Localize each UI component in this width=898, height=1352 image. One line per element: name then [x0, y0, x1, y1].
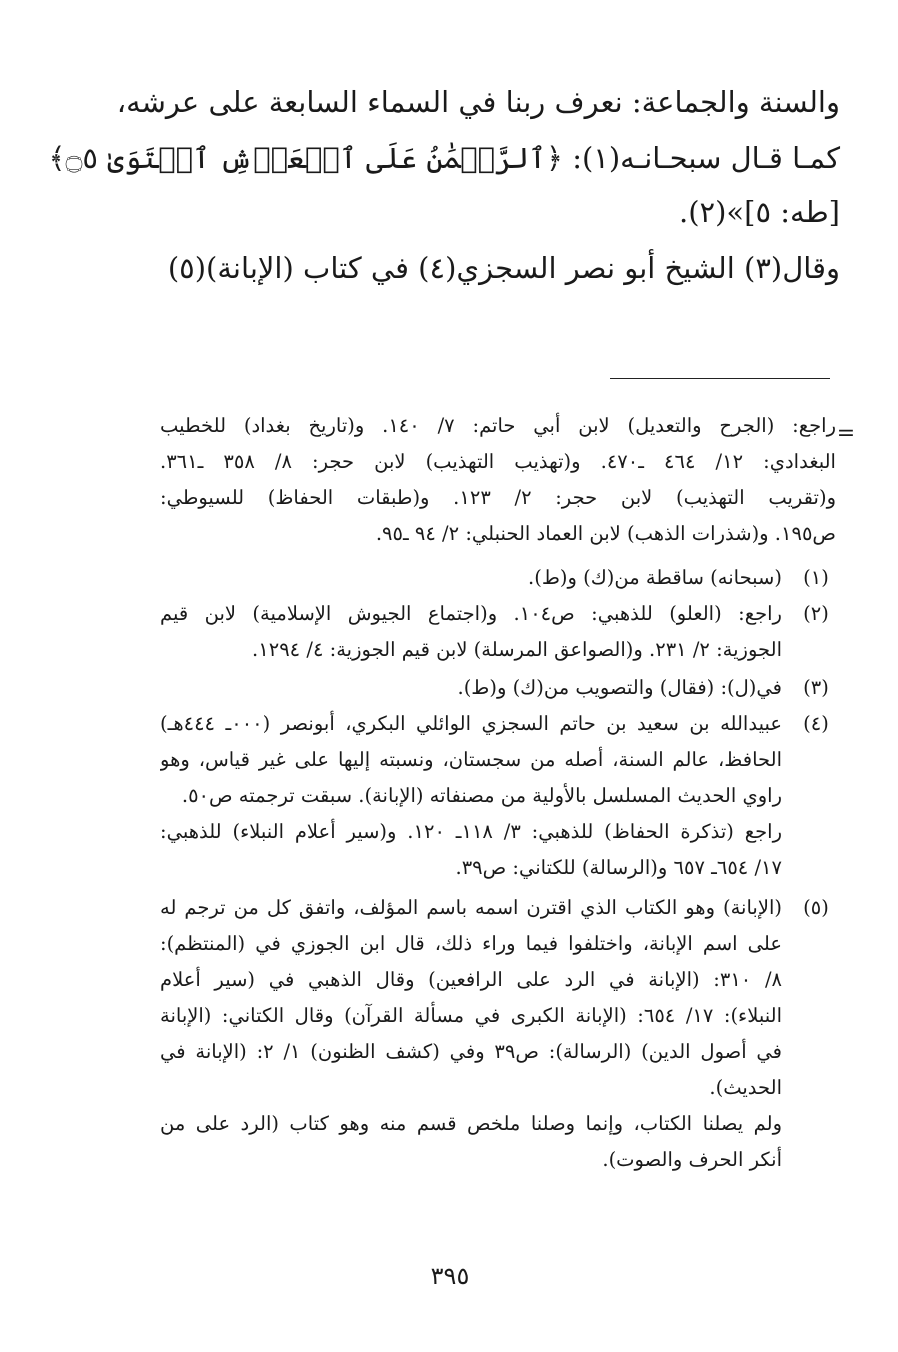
footnote-line: في أصول الدين) (الرسالة): ص٣٩ وفي (كشف الظنون) ١/ ٢: (الإبانة في — [160, 1040, 782, 1063]
main-line-2: كمـا قـال سبحـانـه(١): ﴿ٱلرَّحۡمَٰنُ عَلَى ٱلۡعَرۡشِ ٱسۡتَوَىٰ ۝٥﴾ — [48, 141, 840, 175]
footnote-line: راجع: (العلو) للذهبي: ص١٠٤. و(اجتماع الجيوش الإسلامية) لابن قيم — [160, 602, 782, 625]
footnote-line: (الإبانة) وهو الكتاب الذي اقترن اسمه باسم المؤلف، واتفق كل من ترجم له — [160, 896, 782, 919]
footnote-continuation-line: ص١٩٥. و(شذرات الذهب) لابن العماد الحنبلي: ٢/ ٩٤ ـ٩٥. — [375, 522, 836, 545]
footnote-line: على اسم الإبانة، واختلفوا فيما وراء ذلك، قال ابن الجوزي في (المنتظم): — [160, 932, 782, 955]
page-number: ٣٩٥ — [430, 1262, 470, 1290]
main-line-4: وقال(٣) الشيخ أبو نصر السجزي(٤) في كتاب (الإبانة)(٥) — [167, 251, 840, 285]
footnote-line: راجع (تذكرة الحفاظ) للذهبي: ٣/ ١١٨ـ ١٢٠. و(سير أعلام النبلاء) للذهبي: — [160, 820, 782, 843]
footnote-line: راوي الحديث المسلسل بالأولية من مصنفاته (الإبانة). سبقت ترجمته ص٥٠. — [181, 784, 782, 807]
footnote-line: الحديث). — [709, 1076, 782, 1099]
footnote-4 — [160, 706, 836, 886]
footnote-line: الجوزية: ٢/ ٢٣١. و(الصواعق المرسلة) لابن قيم الجوزية: ٤/ ١٢٩٤. — [252, 638, 782, 661]
continuation-mark: = — [836, 421, 856, 446]
footnote-1 — [160, 560, 836, 596]
footnote-line: ولم يصلنا الكتاب، وإنما وصلنا ملخص قسم منه وهو كتاب (الرد على من — [160, 1112, 782, 1135]
footnote-continuation-line: و(تقريب التهذيب) لابن حجر: ٢/ ١٢٣. و(طبقات الحفاظ) للسيوطي: — [160, 486, 836, 509]
footnote-continuation — [160, 408, 836, 558]
main-line-3: [طه: ٥]»(٢). — [678, 195, 840, 229]
footnote-number: (٣) — [803, 676, 829, 699]
footnote-divider — [610, 378, 830, 379]
footnote-line: أنكر الحرف والصوت). — [602, 1148, 782, 1171]
footnote-continuation-line: راجع: (الجرح والتعديل) لابن أبي حاتم: ٧/ ١٤٠. و(تاريخ بغداد) للخطيب — [160, 414, 836, 437]
footnote-line: عبيدالله بن سعيد بن حاتم السجزي الوائلي البكري، أبونصر (٠٠٠ـ ٤٤٤هـ) — [160, 712, 782, 735]
footnote-number: (٢) — [803, 602, 829, 625]
footnote-number: (١) — [803, 566, 829, 589]
footnote-2 — [160, 596, 836, 668]
footnote-number: (٥) — [803, 896, 829, 919]
footnote-number: (٤) — [803, 712, 829, 735]
footnote-continuation-line: البغدادي: ١٢/ ٤٦٤ ـ٤٧٠. و(تهذيب التهذيب) لابن حجر: ٨/ ٣٥٨ ـ٣٦١. — [160, 450, 836, 473]
footnote-line: (سبحانه) ساقطة من(ك) و(ط). — [528, 566, 782, 589]
footnote-line: في(ل): (فقال) والتصويب من(ك) و(ط). — [457, 676, 782, 699]
footnote-line: النبلاء): ١٧/ ٦٥٤: (الإبانة الكبرى في مسألة القرآن) وقال الكتاني: (الإبانة — [160, 1004, 782, 1027]
footnote-line: الحافظ، عالم السنة، أصله من سجستان، ونسبته إليها على غير قياس، وهو — [160, 748, 782, 771]
main-line-1: والسنة والجماعة: نعرف ربنا في السماء السابعة على عرشه، — [116, 85, 840, 119]
footnote-line: ٨/ ٣١٠: (الإبانة في الرد على الرافعين) وقال الذهبي في (سير أعلام — [160, 968, 782, 991]
footnote-3 — [160, 670, 836, 706]
footnote-line: ١٧/ ٦٥٤ـ ٦٥٧ و(الرسالة) للكتاني: ص٣٩. — [455, 856, 782, 879]
footnote-5 — [160, 890, 836, 1190]
